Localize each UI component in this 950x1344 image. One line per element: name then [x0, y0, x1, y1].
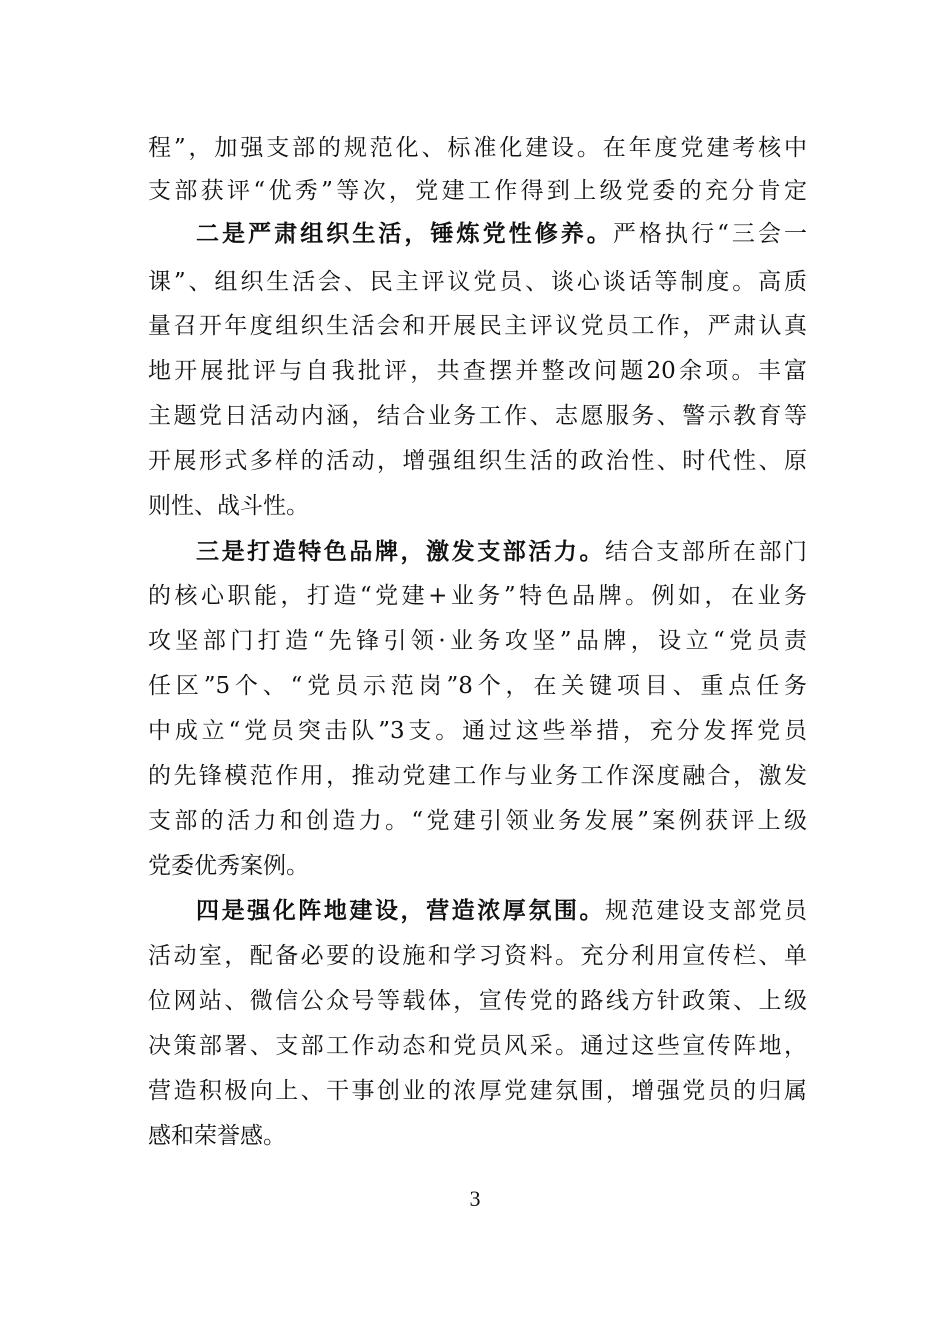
page-number: 3 [469, 1186, 481, 1211]
paragraph-2-line-1-text: 严格执行“三会一 [612, 221, 807, 247]
paragraph-4-line-1 [196, 889, 807, 933]
paragraph-3-line-6: 的先锋模范作用，推动党建工作与业务工作深度融合，激发 [148, 763, 807, 789]
paragraph-4-line-5: 营造积极向上、干事创业的浓厚党建氛围，增强党员的归属 [148, 1078, 807, 1104]
paragraph-4-line-2: 活动室，配备必要的设施和学习资料。充分利用宣传栏、单 [148, 943, 807, 969]
paragraph-2-line-6: 开展形式多样的活动，增强组织生活的政治性、时代性、原 [148, 448, 807, 474]
paragraph-2-line-2: 课”、组织生活会、民主评议党员、谈心谈话等制度。高质 [148, 269, 807, 295]
paragraph-4-line-4: 决策部署、支部工作动态和党员风采。通过这些宣传阵地， [148, 1033, 807, 1059]
paragraph-3-heading: 三是打造特色品牌，激发支部活力。 [196, 538, 606, 565]
paragraph-3-line-7: 支部的活力和创造力。“党建引领业务发展”案例获评上级 [148, 808, 807, 834]
paragraph-3-line-4: 任区”5个、“党员示范岗”8个，在关键项目、重点任务 [148, 673, 807, 699]
paragraph-3-line-8: 党委优秀案例。 [148, 853, 309, 879]
paragraph-4-heading: 四是强化阵地建设，营造浓厚氛围。 [196, 897, 606, 924]
paragraph-2-line-5: 主题党日活动内涵，结合业务工作、志愿服务、警示教育等 [148, 403, 807, 429]
paragraph-2-line-1 [196, 212, 807, 256]
paragraph-4-line-1-text: 规范建设支部党员 [605, 898, 808, 924]
paragraph-2-line-3: 量召开年度组织生活会和开展民主评议党员工作，严肃认真 [148, 313, 807, 339]
paragraph-2-heading: 二是严肃组织生活，锤炼党性修养。 [196, 220, 613, 247]
paragraph-3-line-5: 中成立“党员突击队”3支。通过这些举措，充分发挥党员 [148, 718, 807, 744]
paragraph-4-line-6: 感和荣誉感。 [148, 1123, 286, 1149]
paragraph-2-line-7: 则性、战斗性。 [148, 493, 309, 519]
paragraph-2-line-4: 地开展批评与自我批评，共查摆并整改问题20余项。丰富 [148, 358, 807, 384]
paragraph-3-line-1-text: 结合支部所在部门 [605, 539, 808, 565]
paragraph-3-line-2: 的核心职能，打造“党建+业务”特色品牌。例如，在业务 [148, 583, 807, 609]
paragraph-4-line-3: 位网站、微信公众号等载体，宣传党的路线方针政策、上级 [148, 988, 807, 1014]
paragraph-1-line-1: 程”，加强支部的规范化、标准化建设。在年度党建考核中 [148, 135, 807, 161]
paragraph-1-line-2: 支部获评“优秀”等次，党建工作得到上级党委的充分肯定 [148, 178, 807, 204]
paragraph-3-line-3: 攻坚部门打造“先锋引领·业务攻坚”品牌，设立“党员责 [148, 628, 807, 654]
paragraph-3-line-1 [196, 530, 807, 574]
